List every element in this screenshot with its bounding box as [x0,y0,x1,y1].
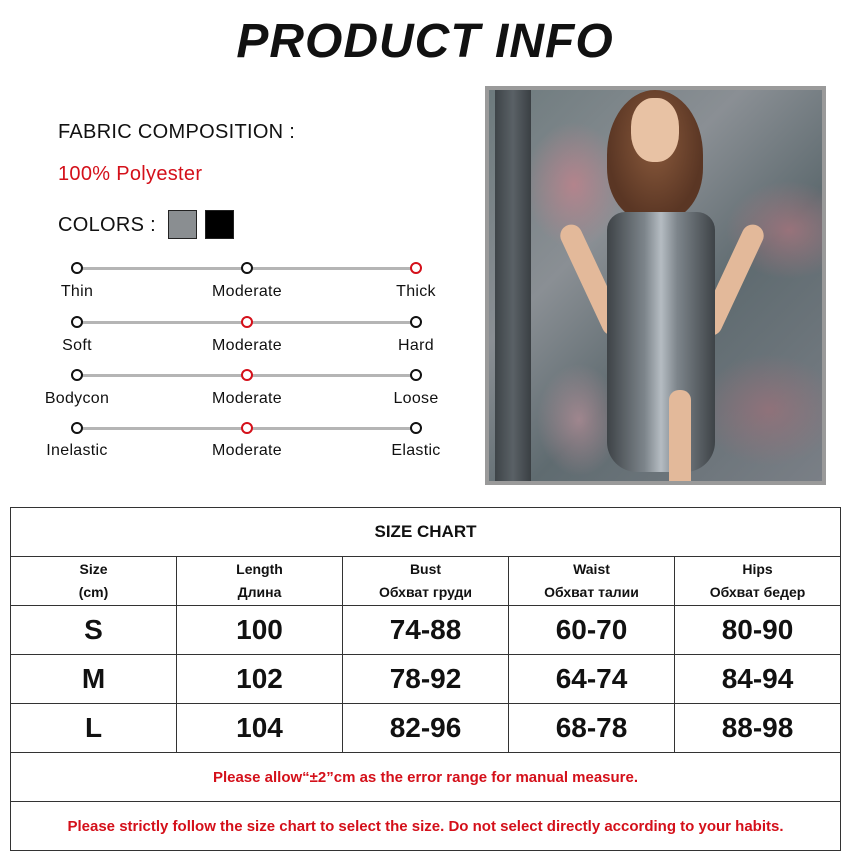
cell-bust: 74-88 [343,606,509,655]
scale-marker [241,262,253,274]
scale-label-left: Bodycon [44,390,110,407]
colors-label: COLORS : [58,214,156,236]
header-waist: Waist Обхват талии [509,557,675,606]
cell-waist: 68-78 [509,704,675,753]
header-bust: Bust Обхват груди [343,557,509,606]
page-title: PRODUCT INFO [236,15,614,68]
cell-hips: 80-90 [675,606,841,655]
scale-marker [71,316,83,328]
scale-marker-selected [241,369,253,381]
cell-size: L [11,704,177,753]
scale-marker-selected [241,422,253,434]
header-hips: Hips Обхват бедер [675,557,841,606]
color-swatch-grey[interactable] [168,210,197,239]
scale-label-left: Thin [60,283,94,300]
photo-door-frame [495,90,531,481]
cell-length: 102 [177,655,343,704]
photo-dress [607,212,715,472]
scale-marker-selected [410,262,422,274]
scale-label-middle: Moderate [212,283,282,300]
cell-size: S [11,606,177,655]
size-chart-table [10,507,841,851]
cell-waist: 60-70 [509,606,675,655]
measurement-error-note: Please allow“±2”cm as the error range for manual measure. [11,753,841,802]
cell-size: M [11,655,177,704]
cell-bust: 82-96 [343,704,509,753]
cell-length: 100 [177,606,343,655]
cell-bust: 78-92 [343,655,509,704]
scale-label-right: Elastic [391,442,441,459]
header-length: Length Длина [177,557,343,606]
header-size: Size (cm) [11,557,177,606]
scale-label-right: Hard [398,337,434,354]
size-chart-header-row [11,557,841,606]
scale-label-middle: Moderate [212,442,282,459]
table-row-m [11,655,841,704]
product-photo [485,86,826,485]
scale-label-left: Inelastic [46,442,108,459]
photo-model-leg [669,390,691,485]
scale-marker [410,422,422,434]
size-chart-title: SIZE CHART [11,508,841,557]
scale-label-middle: Moderate [212,390,282,407]
scale-marker [410,369,422,381]
cell-waist: 64-74 [509,655,675,704]
scale-label-middle: Moderate [212,337,282,354]
table-row-s [11,606,841,655]
scale-marker [410,316,422,328]
scale-marker [71,422,83,434]
scale-marker [71,369,83,381]
photo-model-face [631,98,679,162]
scale-marker [71,262,83,274]
cell-hips: 84-94 [675,655,841,704]
scale-label-right: Loose [393,390,439,407]
cell-length: 104 [177,704,343,753]
table-row-l [11,704,841,753]
fabric-composition-label: FABRIC COMPOSITION : [58,121,296,143]
cell-hips: 88-98 [675,704,841,753]
fabric-composition-value: 100% Polyester [58,163,203,185]
scale-label-left: Soft [62,337,92,354]
scale-label-right: Thick [396,283,436,300]
color-swatch-black[interactable] [205,210,234,239]
scale-marker-selected [241,316,253,328]
size-selection-note: Please strictly follow the size chart to select the size. Do not select directly according to your habits. [11,802,841,851]
